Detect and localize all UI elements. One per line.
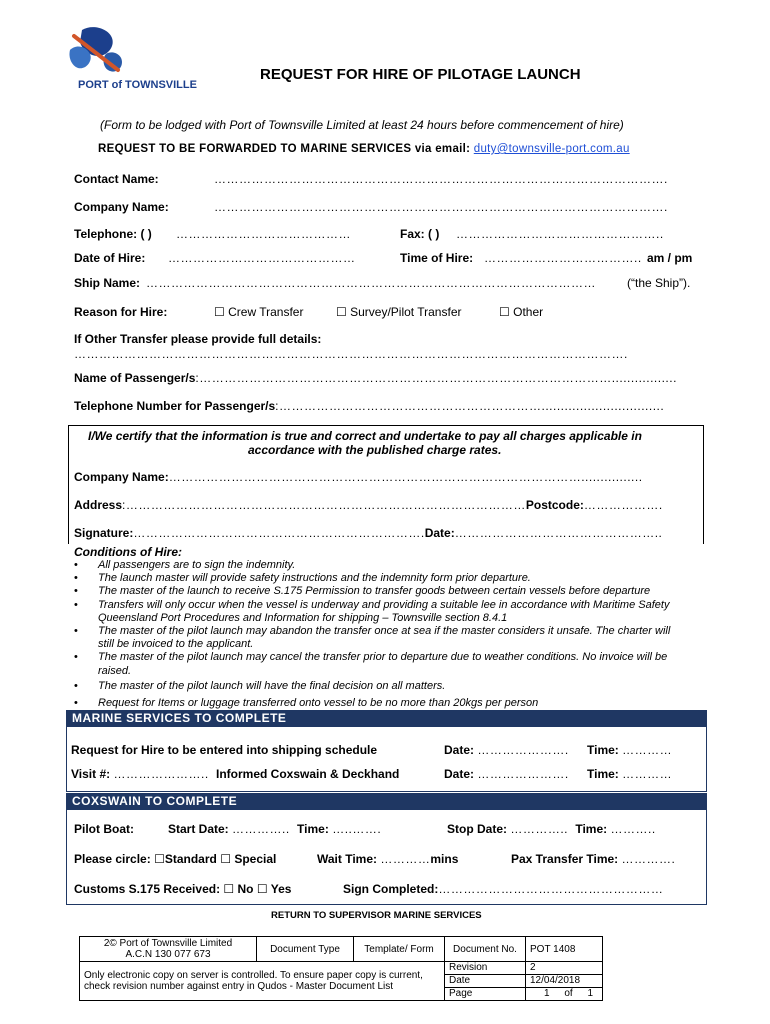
form-subtitle: (Form to be lodged with Port of Townsville Limited at least 24 hours before commencement of hire) <box>100 118 624 132</box>
control-note: Only electronic copy on server is controlled. To ensure paper copy is current, check revision number against entry in Qudos - Master Document List <box>80 962 445 1001</box>
visit-row <box>71 767 399 781</box>
customs-no-label: No <box>237 882 254 896</box>
special-checkbox[interactable]: ☐ <box>220 852 231 866</box>
revision-value: 2 <box>526 962 603 975</box>
page-of: of <box>564 988 573 999</box>
start-date-field[interactable]: ………….. <box>232 822 290 836</box>
marine-date-2-field[interactable]: …………………. <box>477 767 569 781</box>
start-date-label: Start Date: <box>168 822 229 836</box>
company-name-field[interactable]: ………………………………………………………………………………………………. <box>214 200 668 214</box>
return-to-supervisor: RETURN TO SUPERVISOR MARINE SERVICES <box>271 910 482 921</box>
customs-label: Customs S.175 Received: <box>74 882 221 896</box>
contact-name-field[interactable]: ………………………………………………………………………………………………. <box>214 172 668 186</box>
page-value: 1 <box>544 988 550 999</box>
marine-date-2 <box>444 767 569 781</box>
document-no-value: POT 1408 <box>526 937 603 962</box>
list-item: • Request for Items or luggage transferred onto vessel to be no more than 20kgs per person <box>74 697 714 710</box>
start-time-label: Time: <box>297 822 329 836</box>
stop-date-label: Stop Date: <box>447 822 507 836</box>
passenger-telephone-row <box>74 399 664 413</box>
fax-field[interactable]: ………………………………………….. <box>456 227 664 241</box>
crew-transfer-label: Crew Transfer <box>228 305 304 319</box>
standard-checkbox[interactable]: ☐ <box>154 852 165 866</box>
survey-pilot-transfer-label: Survey/Pilot Transfer <box>350 305 462 319</box>
passenger-telephone-label: Telephone Number for Passenger/s <box>74 399 276 413</box>
email-link[interactable]: duty@townsville-port.com.au <box>473 143 630 155</box>
survey-pilot-transfer-checkbox[interactable]: ☐ <box>336 305 347 319</box>
cert-signature-row <box>74 526 662 540</box>
list-item: • All passengers are to sign the indemnity. <box>74 559 714 572</box>
pilot-boat-label: Pilot Boat: <box>74 822 134 836</box>
sign-completed-field[interactable]: ……………………………………………… <box>438 882 664 896</box>
cert-address-label: Address <box>74 498 123 512</box>
list-item: • The launch master will provide safety instructions and the indemnity form prior departure. <box>74 572 714 585</box>
page-value-cell <box>526 988 603 1001</box>
cert-postcode-label: Postcode: <box>525 498 584 512</box>
page-total: 1 <box>587 988 594 999</box>
marine-date-1-label: Date: <box>444 743 475 757</box>
other-option[interactable] <box>499 305 543 319</box>
marine-time-1 <box>587 743 672 757</box>
cert-signature-field[interactable]: ……………………………………………………………. <box>133 526 425 540</box>
cert-date-label: Date: <box>424 526 455 540</box>
stop-date-row <box>447 822 656 836</box>
document-type-label: Document Type <box>257 937 354 962</box>
please-circle-label: Please circle: <box>74 852 151 866</box>
date-of-hire-label: Date of Hire: <box>74 251 146 265</box>
telephone-field[interactable]: …………………………………… <box>176 227 351 241</box>
mins-label: mins <box>430 852 459 866</box>
footer-copyright-cell <box>80 937 257 962</box>
pax-transfer-field[interactable]: …………. <box>621 852 676 866</box>
company-name-label: Company Name: <box>74 200 169 214</box>
date-label: Date <box>445 975 526 988</box>
marine-services-panel <box>66 726 707 792</box>
marine-time-1-label: Time: <box>587 743 619 757</box>
document-type-value: Template/ Form <box>354 937 445 962</box>
time-of-hire-label: Time of Hire: <box>400 251 474 265</box>
fax-label: Fax: ( ) <box>400 227 440 241</box>
certify-line-2: accordance with the published charge rates. <box>248 443 502 457</box>
the-ship-text: (“the Ship”). <box>627 276 691 290</box>
time-of-hire-field[interactable]: ……………………………….. <box>484 251 642 265</box>
cert-address-field[interactable]: :…………………………………………………………………………………… <box>122 498 526 512</box>
marine-time-2-label: Time: <box>587 767 619 781</box>
marine-time-2 <box>587 767 672 781</box>
marine-services-band: MARINE SERVICES TO COMPLETE <box>66 710 707 726</box>
passenger-names-label: Name of Passenger/s <box>74 371 196 385</box>
forward-text: REQUEST TO BE FORWARDED TO MARINE SERVICES via email: <box>98 143 471 155</box>
pax-transfer-row <box>511 852 675 866</box>
document-control-table <box>79 936 603 1001</box>
footer-acn: A.C.N 130 077 673 <box>125 949 211 960</box>
list-item: • The master of the launch to receive S.175 Permission to transfer goods between certain vessels before departure <box>74 585 714 598</box>
list-item: • The master of the pilot launch may abandon the transfer once at sea if the master considers it unsafe. The charter will still be invoiced to the applicant. <box>74 625 678 651</box>
wait-time-field[interactable]: ………… <box>380 852 431 866</box>
start-date-row <box>168 822 381 836</box>
marine-time-2-field[interactable]: ………… <box>622 767 673 781</box>
passenger-names-field[interactable]: :………………………………………………………………………………………................. <box>195 371 677 385</box>
customs-yes-label: Yes <box>270 882 292 896</box>
customs-no-checkbox[interactable]: ☐ <box>223 882 235 896</box>
list-item: • The master of the pilot launch will have the final decision on all matters. <box>74 680 714 693</box>
other-details-label: If Other Transfer please provide full details: <box>74 332 322 346</box>
stop-time-field[interactable]: ……….. <box>610 822 656 836</box>
cert-address-row <box>74 498 663 512</box>
revision-label: Revision <box>445 962 526 975</box>
other-label: Other <box>513 305 544 319</box>
visit-label: Visit #: <box>71 767 111 781</box>
other-checkbox[interactable]: ☐ <box>499 305 510 319</box>
passenger-telephone-field[interactable]: :………………………………………………………................................ <box>275 399 665 413</box>
customs-yes-checkbox[interactable]: ☐ <box>256 882 268 896</box>
stop-date-field[interactable]: ………….. <box>510 822 569 836</box>
footer-copyright: 2© Port of Townsville Limited <box>103 938 233 949</box>
passenger-names-row <box>74 371 677 385</box>
list-item: • Transfers will only occur when the vessel is underway and providing a suitable lee in accordance with Maritime Safety Queensland Port Procedures and Information for shipping – Townsville section 8.4.1 <box>74 599 678 625</box>
contact-name-label: Contact Name: <box>74 172 159 186</box>
stop-time-label: Time: <box>575 822 608 836</box>
sign-completed-row <box>343 882 663 896</box>
page-title: REQUEST FOR HIRE OF PILOTAGE LAUNCH <box>260 66 581 83</box>
cert-date-field[interactable]: ………………………………………….. <box>454 526 663 540</box>
wait-time-row <box>317 852 458 866</box>
document-no-label: Document No. <box>445 937 526 962</box>
request-entry-label: Request for Hire to be entered into shipping schedule <box>71 743 378 757</box>
logo-mark-icon <box>68 26 128 78</box>
am-pm-label: am / pm <box>647 251 693 265</box>
telephone-label: Telephone: ( ) <box>74 227 152 241</box>
coxswain-band: COXSWAIN TO COMPLETE <box>66 793 707 809</box>
special-label: Special <box>234 852 277 866</box>
customs-row <box>74 882 291 896</box>
conditions-heading: Conditions of Hire: <box>74 545 182 559</box>
cert-company-label: Company Name: <box>74 470 169 484</box>
informed-label: Informed Coxswain & Deckhand <box>216 767 400 781</box>
marine-date-2-label: Date: <box>444 767 475 781</box>
crew-transfer-checkbox[interactable]: ☐ <box>214 305 225 319</box>
marine-time-1-field[interactable]: ………… <box>622 743 673 757</box>
certify-line-1: I/We certify that the information is true and correct and undertake to pay all charges applicable in <box>88 429 642 443</box>
list-item: • The master of the pilot launch may cancel the transfer prior to departure due to weather conditions. No invoice will be raised. <box>74 651 678 677</box>
standard-label: Standard <box>164 852 217 866</box>
pax-transfer-label: Pax Transfer Time: <box>511 852 619 866</box>
wait-time-label: Wait Time: <box>317 852 378 866</box>
marine-date-1 <box>444 743 569 757</box>
visit-field[interactable]: ………………….. <box>113 767 209 781</box>
sign-completed-label: Sign Completed: <box>343 882 439 896</box>
cert-postcode-field[interactable]: ………………. <box>583 498 663 512</box>
logo <box>66 26 196 96</box>
ship-name-label: Ship Name: <box>74 276 141 290</box>
cert-company-field[interactable]: ………………………………………………………………………………………................ <box>168 470 643 484</box>
page-label: Page <box>445 988 526 1001</box>
start-time-field[interactable]: …..……. <box>332 822 382 836</box>
logo-text: PORT of TOWNSVILLE <box>78 79 197 91</box>
cert-company-row <box>74 470 643 484</box>
please-circle-row <box>74 852 276 866</box>
reason-for-hire-label: Reason for Hire: <box>74 305 168 319</box>
other-details-field[interactable]: ……………………………………………………………………………………………………………………. <box>74 347 628 361</box>
crew-transfer-option[interactable] <box>214 305 303 319</box>
forward-instructions <box>98 143 630 155</box>
date-value: 12/04/2018 <box>526 975 603 988</box>
cert-signature-label: Signature: <box>74 526 134 540</box>
marine-date-1-field[interactable]: …………………. <box>477 743 569 757</box>
ship-name-field[interactable]: ……………………………………………………………………………………………… <box>146 276 596 290</box>
survey-pilot-transfer-option[interactable] <box>336 305 461 319</box>
conditions-list <box>74 559 714 710</box>
date-of-hire-field[interactable]: ……………………………………… <box>168 251 356 265</box>
